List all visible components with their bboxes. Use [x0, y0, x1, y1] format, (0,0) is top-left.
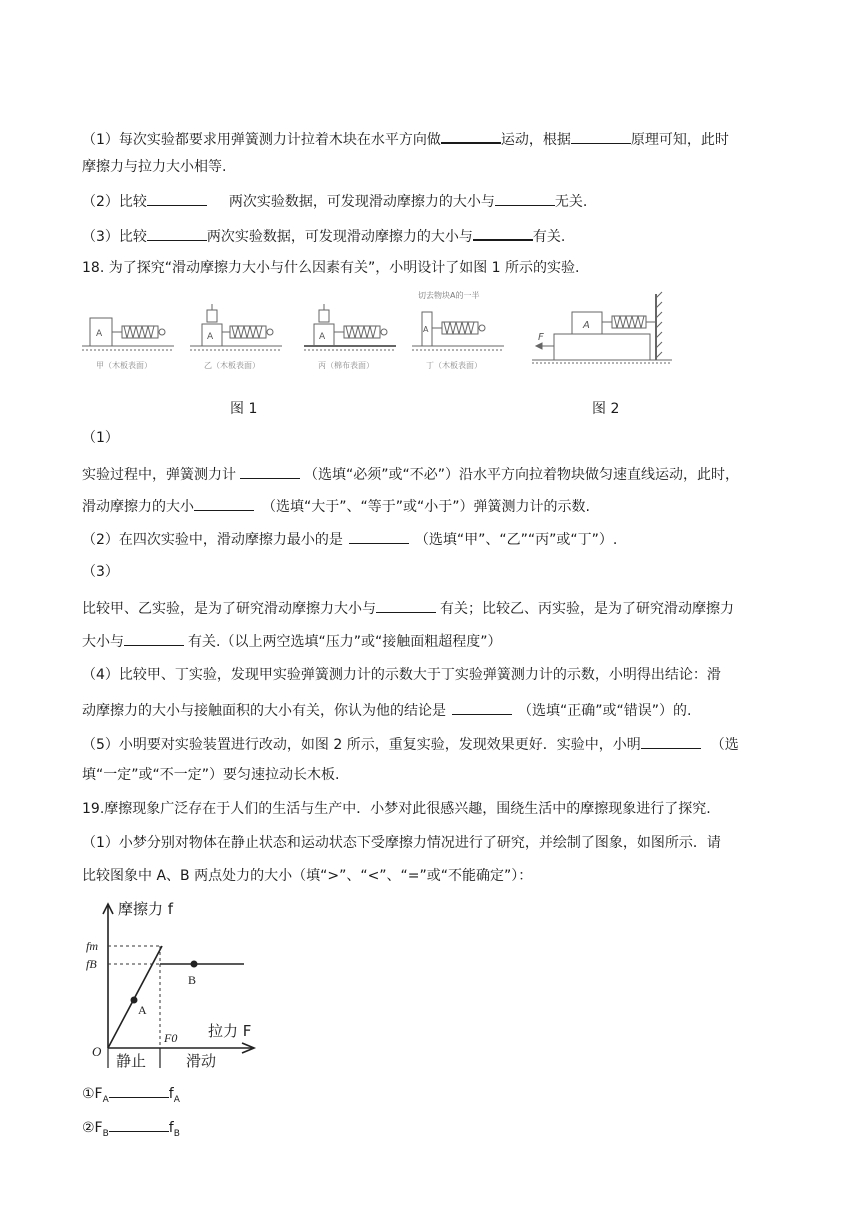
q17-part1-line1 — [82, 127, 729, 150]
graph-fb-label: fB — [86, 957, 97, 971]
graph-origin-label: O — [92, 1044, 102, 1059]
q17-part1-line2 — [82, 157, 226, 177]
q18-blank-1[interactable] — [240, 463, 300, 479]
q19-blank-1[interactable] — [109, 1082, 169, 1098]
q17-p3-text-c: 有关. — [532, 229, 566, 245]
q18-p3-text: 比较甲、乙实验，是为了研究滑动摩擦力大小与 — [82, 601, 376, 617]
q18-p5-text-b: （选 — [710, 737, 739, 753]
q18-part5-line2: 填“一定”或“不一定”）要匀速拉动长木板. — [82, 767, 340, 783]
graph-point-a-label: A — [138, 1003, 147, 1017]
q19-answer-1 — [82, 1082, 180, 1110]
q17-p2-text-b: 两次实验数据，可发现滑动摩擦力的大小与 — [228, 194, 495, 210]
q18-blank-7[interactable] — [641, 733, 701, 749]
q19-title: 19.摩擦现象广泛存在于人们的生活与生产中．小梦对此很感兴趣，围绕生活中的摩擦现象进行了探究. — [82, 801, 711, 817]
q18-part4-line1: （4）比较甲、丁实验，发现甲实验弹簧测力计的示数大于丁实验弹簧测力计的示数，小明得出结论：滑 — [82, 667, 721, 683]
q18-p2-text-b: （选填“甲”、“乙”“丙”或“丁”）. — [414, 532, 618, 548]
answer1-sub: A — [102, 1094, 109, 1105]
q17-p1-text-d: 摩擦力与拉力大小相等. — [82, 159, 227, 175]
graph-sliding-label: 滑动 — [186, 1052, 217, 1070]
friction-graph — [82, 900, 262, 1070]
graph-fm-label: fm — [86, 939, 98, 953]
q18-p4-text-b: 动摩擦力的大小与接触面积的大小有关，你认为他的结论是 — [82, 703, 446, 719]
fig-label-ding: 丁（木板表面） — [426, 361, 482, 370]
q18-p2-text: （2）在四次实验中，滑动摩擦力最小的是 — [82, 532, 343, 548]
answer1-sub2: A — [173, 1094, 180, 1105]
q18-blank-2[interactable] — [194, 495, 254, 511]
graph-point-b-label: B — [188, 973, 197, 987]
q18-part2 — [82, 528, 617, 550]
q18-p5-text: （5）小明要对实验装置进行改动，如图 2 所示，重复实验，发现效果更好．实验中，小明 — [82, 737, 641, 753]
q17-part3 — [82, 224, 565, 247]
point-b — [191, 961, 198, 968]
fig-2 — [532, 292, 672, 363]
block-label-fig2: A — [583, 320, 590, 331]
q17-blank-4[interactable] — [495, 190, 555, 206]
q18-p1-text-c: 滑动摩擦力的大小 — [82, 499, 194, 515]
answer2-f: f — [168, 1120, 174, 1136]
answer2-prefix: ②F — [82, 1120, 103, 1136]
q17-blank-6[interactable] — [473, 224, 533, 241]
point-a — [131, 997, 138, 1004]
fig-jia — [82, 318, 174, 370]
q18-title: 18. 为了探究“滑动摩擦力大小与什么因素有关”，小明设计了如图 1 所示的实验. — [82, 260, 580, 276]
answer1-prefix: ①F — [82, 1086, 103, 1102]
figure-2-caption: 图 2 — [592, 401, 620, 417]
q17-blank-5[interactable] — [147, 225, 207, 241]
q18-blank-3[interactable] — [349, 528, 409, 544]
q18-p3-text-c: 大小与 — [82, 634, 124, 650]
q18-blank-4[interactable] — [376, 597, 436, 613]
q18-p4-text-c: （选填“正确”或“错误”）的. — [518, 703, 692, 719]
q18-part1-line2 — [82, 495, 590, 517]
q18-blank-5[interactable] — [124, 630, 184, 646]
fig-yi — [190, 304, 282, 370]
fig-label-yi: 乙（木板表面） — [204, 361, 260, 370]
figure-1-caption: 图 1 — [230, 401, 258, 417]
q18-part3-line2 — [82, 630, 501, 652]
q18-part5-line1 — [82, 733, 739, 755]
q17-p2-text: （2）比较 — [82, 194, 147, 210]
q18-part3-line1 — [82, 597, 734, 619]
q17-p1-text-c: 原理可知，此时 — [630, 132, 729, 148]
fig-ding — [412, 290, 504, 370]
q18-p1-text-d: （选填“大于”、“等于”或“小于”）弹簧测力计的示数. — [262, 499, 590, 515]
block-label-ding: A — [423, 325, 429, 334]
q18-p3-text-d: 有关.（以上两空选填“压力”或“接触面粗超程度”） — [188, 634, 502, 650]
q18-p1-text-b: （选填“必须”或“不必”）沿水平方向拉着物块做匀速直线运动，此时， — [304, 467, 740, 483]
graph-ylabel: 摩擦力 f — [118, 900, 174, 918]
q19-blank-2[interactable] — [109, 1116, 169, 1132]
q17-blank-3[interactable] — [147, 190, 207, 206]
answer2-sub2: B — [173, 1128, 180, 1139]
fig-label-bing: 丙（棉布表面） — [318, 361, 374, 370]
graph-static-label: 静止 — [116, 1052, 147, 1070]
q17-blank-2[interactable] — [571, 128, 631, 144]
q18-p1-text: 实验过程中，弹簧测力计 — [82, 467, 236, 483]
q17-p3-text-b: 两次实验数据，可发现滑动摩擦力的大小与 — [206, 229, 473, 245]
q18-part1-number: （1） — [82, 430, 119, 446]
answer2-sub: B — [102, 1128, 109, 1139]
q17-p1-text-b: 运动，根据 — [500, 132, 571, 148]
block-label-bing: A — [319, 332, 326, 342]
q17-p1-text: （1）每次实验都要求用弹簧测力计拉着木块在水平方向做 — [82, 132, 441, 148]
block-label-jia: A — [96, 329, 103, 339]
q19-part1-line2: 比较图象中 A、B 两点处力的大小（填“>”、“<”、“=”或“不能确定”）： — [82, 868, 533, 884]
q19-part1-line1: （1）小梦分别对物体在静止状态和运动状态下受摩擦力情况进行了研究，并绘制了图象，如图所示．请 — [82, 835, 721, 851]
q18-figures — [82, 288, 782, 378]
graph-xlabel: 拉力 F — [208, 1022, 252, 1040]
q18-part1-line1 — [82, 463, 739, 485]
fig-note-ding: 切去物块A的一半 — [418, 291, 480, 300]
force-label-fig2: F — [538, 332, 544, 343]
q18-part4-line2 — [82, 699, 691, 721]
q17-part2 — [82, 190, 587, 212]
graph-f0-label: F0 — [164, 1031, 178, 1045]
q17-p2-text-c: 无关. — [554, 194, 588, 210]
q17-blank-1[interactable] — [441, 127, 501, 144]
q18-blank-6[interactable] — [452, 699, 512, 715]
q18-p3-text-b: 有关；比较乙、丙实验，是为了研究滑动摩擦力 — [440, 601, 734, 617]
answer1-f: f — [168, 1086, 174, 1102]
q17-p3-text: （3）比较 — [82, 229, 147, 245]
q18-part3-number: （3） — [82, 564, 119, 580]
q19-answer-2 — [82, 1116, 180, 1144]
block-label-yi: A — [207, 332, 214, 342]
fig-bing — [304, 304, 396, 370]
fig-label-jia: 甲（木板表面） — [96, 361, 152, 370]
